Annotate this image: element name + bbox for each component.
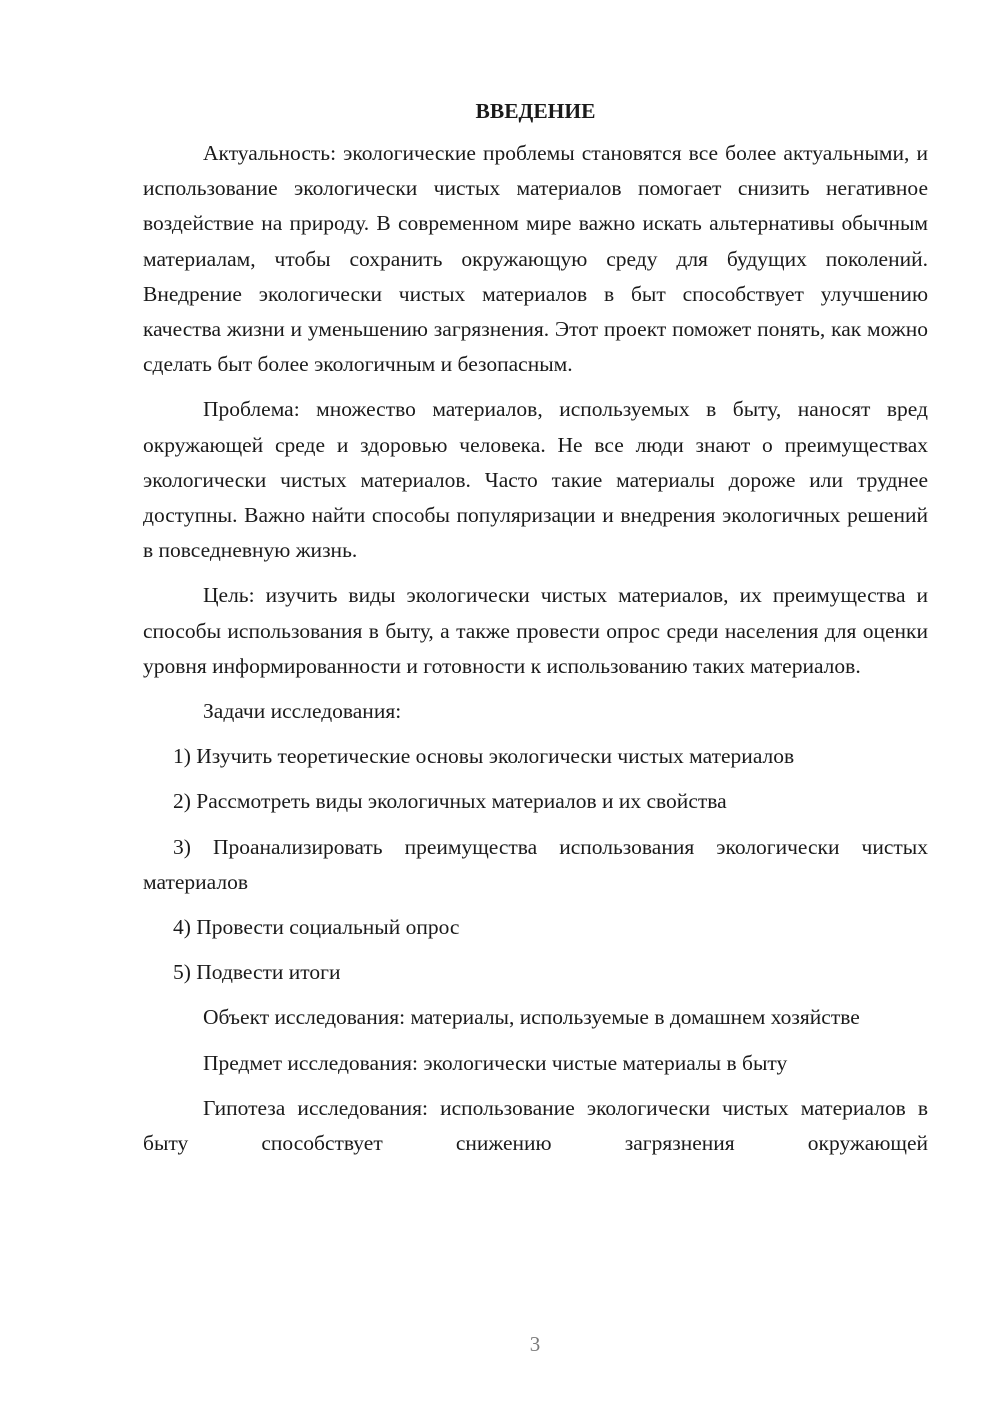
task-item: 5) Подвести итоги [173,960,341,985]
tasks-title: Задачи исследования: [203,699,402,724]
hypothesis-paragraph: Гипотеза исследования: использование экологически чистых материалов в быту способствует снижению загрязнения окружающей [143,1095,928,1156]
problem-paragraph: Проблема: множество материалов, используемых в быту, наносят вред окружающей среде и здоровью человека. Не все люди знают о преимуществах экологически чистых материалов. Часто такие материалы дороже или труднее доступны. Важно найти способы популяризации и внедрения экологичных решений в повседневную жизнь. [143,397,928,563]
relevance-paragraph: Актуальность: экологические проблемы становятся все более актуальными, и использование экологически чистых материалов помогает снизить негативное воздействие на природу. В современном мире важно искать альтернативы обычным материалам, чтобы сохранить окружающую среду для будущих поколений. Внедрение экологически чистых материалов в быт способствует улучшению качества жизни и уменьшению загрязнения. Этот проект поможет понять, как можно сделать быт более экологичным и безопасным. [143,141,928,377]
task-item: 2) Рассмотреть виды экологичных материалов и их свойства [173,789,727,814]
task-item: 1) Изучить теоретические основы экологически чистых материалов [173,744,795,769]
document-page [143,96,928,1161]
object-paragraph: Объект исследования: материалы, используемые в домашнем хозяйстве [203,1005,860,1030]
section-heading: ВВЕДЕНИЕ [475,99,596,123]
page-number: 3 [529,1332,541,1356]
goal-paragraph: Цель: изучить виды экологически чистых материалов, их преимущества и способы использования в быту, а также провести опрос среди населения для оценки уровня информированности и готовности к использованию таких материалов. [143,583,928,678]
subject-paragraph: Предмет исследования: экологически чистые материалы в быту [203,1050,788,1075]
task-item: 3) Проанализировать преимущества использования экологически чистых материалов [143,834,928,894]
task-item: 4) Провести социальный опрос [173,915,460,940]
